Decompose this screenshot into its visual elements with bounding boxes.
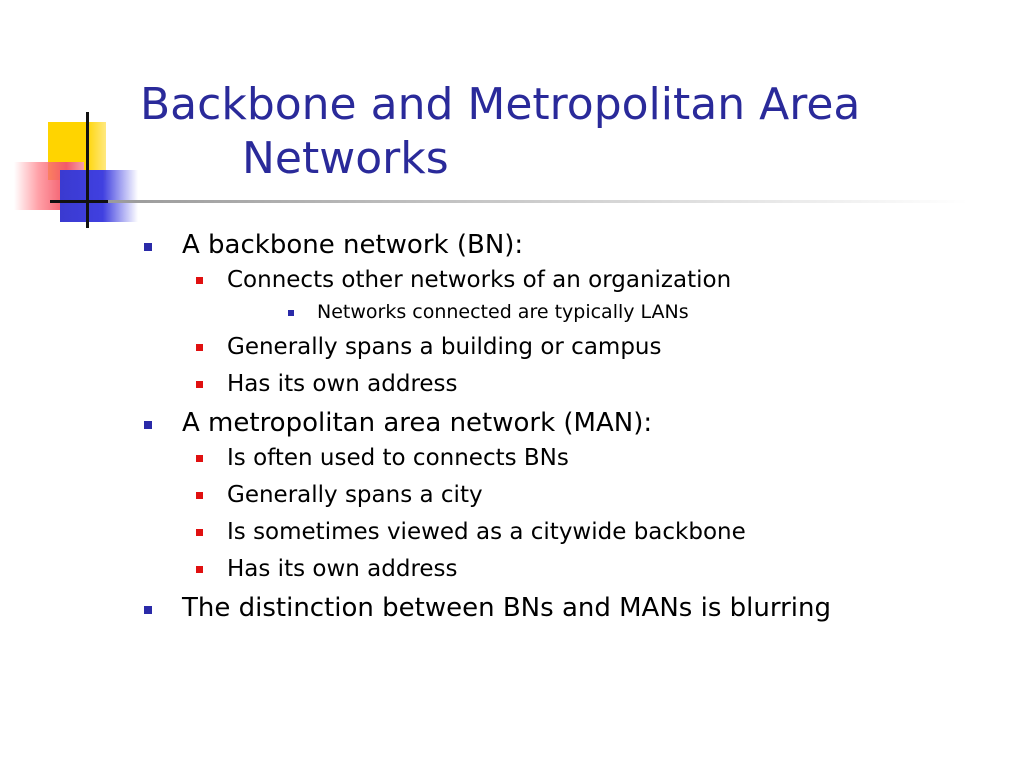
slide-title-line-1: Backbone and Metropolitan Area	[140, 79, 861, 130]
sub-bullet-list	[182, 266, 1000, 398]
sub-bullet-item	[182, 481, 1000, 509]
title-divider	[108, 200, 968, 203]
slide-title	[140, 78, 1000, 186]
square-bullet-icon	[144, 606, 152, 614]
square-bullet-icon	[196, 277, 203, 284]
square-bullet-icon	[196, 344, 203, 351]
sub-bullet-text: Generally spans a city	[227, 482, 483, 508]
bullet-text: The distinction between BNs and MANs is blurring	[182, 593, 831, 623]
bullet-text: A backbone network (BN):	[182, 230, 524, 260]
bullet-item	[140, 230, 1000, 398]
bullet-item	[140, 408, 1000, 583]
bullet-item	[140, 593, 1000, 623]
square-bullet-icon	[144, 421, 152, 429]
bullet-list	[140, 230, 1000, 633]
sub-bullet-item	[182, 333, 1000, 361]
slide-title-line-2: Networks	[242, 133, 449, 184]
logo-vertical-line	[86, 112, 89, 228]
square-bullet-icon	[196, 381, 203, 388]
sub-bullet-item	[182, 518, 1000, 546]
square-bullet-icon	[196, 455, 203, 462]
sub-bullet-text: Is often used to connects BNs	[227, 445, 569, 471]
square-bullet-icon	[288, 310, 294, 316]
sub-bullet-list	[182, 444, 1000, 583]
square-bullet-icon	[196, 492, 203, 499]
square-bullet-icon	[144, 243, 152, 251]
sub-bullet-item	[182, 555, 1000, 583]
bullet-text: A metropolitan area network (MAN):	[182, 408, 653, 438]
sub-bullet-item	[182, 444, 1000, 472]
sub-sub-bullet-list	[227, 300, 1000, 324]
sub-sub-bullet-item	[227, 300, 1000, 324]
sub-bullet-text: Has its own address	[227, 556, 458, 582]
sub-bullet-item	[182, 266, 1000, 324]
square-bullet-icon	[196, 566, 203, 573]
sub-bullet-text: Has its own address	[227, 371, 458, 397]
square-bullet-icon	[196, 529, 203, 536]
sub-bullet-text: Generally spans a building or campus	[227, 334, 662, 360]
sub-bullet-text: Connects other networks of an organization	[227, 267, 732, 293]
logo-blue-square	[60, 170, 138, 222]
sub-bullet-item	[182, 370, 1000, 398]
sub-bullet-text: Is sometimes viewed as a citywide backbone	[227, 519, 746, 545]
sub-sub-bullet-text: Networks connected are typically LANs	[317, 301, 689, 323]
